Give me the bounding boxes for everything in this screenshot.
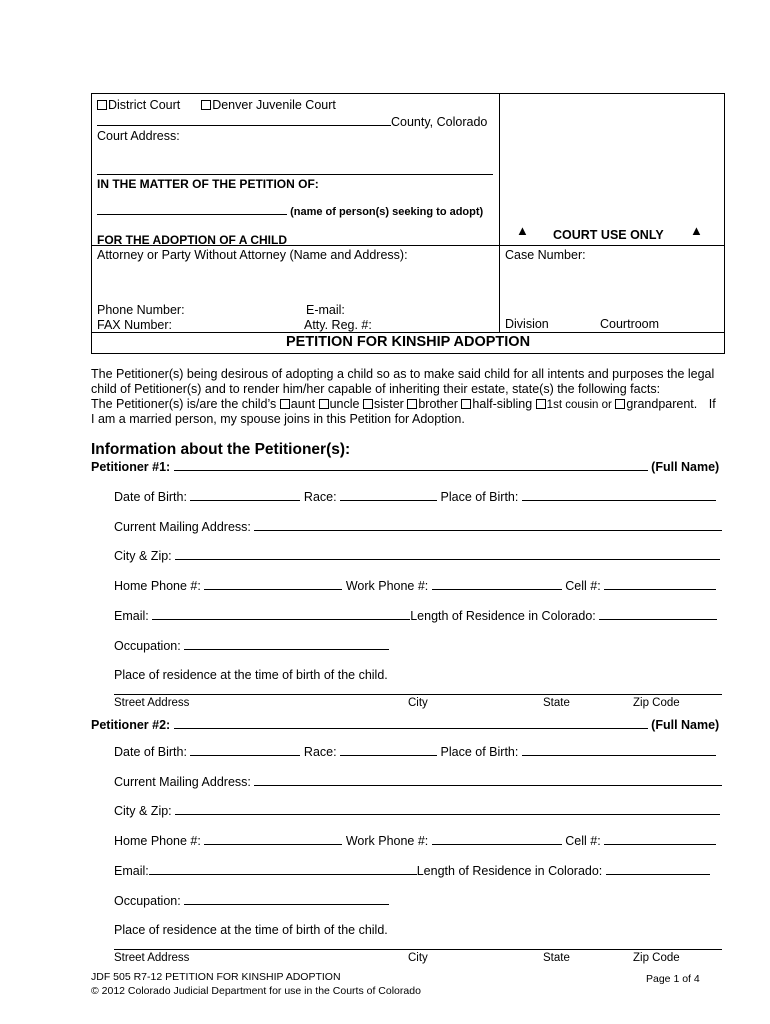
first-cousin-label: 1st cousin or: [546, 399, 612, 411]
county-label: County, Colorado: [391, 115, 488, 129]
matter-rule: [97, 174, 493, 175]
cell-label: Cell #:: [565, 579, 601, 593]
petitioner-2-birth-residence: Place of residence at the time of birth of the child.: [114, 923, 388, 937]
petitioner-1-phone-row: [114, 578, 716, 593]
district-court-checkbox[interactable]: [97, 100, 107, 110]
grandparent-label: grandparent.: [626, 397, 698, 411]
petitioner-1-city-row: [114, 548, 720, 563]
residence-length-field[interactable]: [606, 863, 710, 875]
sister-label: sister: [373, 397, 404, 411]
zip-caption: Zip Code: [633, 697, 680, 709]
petitioner-2-address-rule[interactable]: [114, 949, 722, 950]
street-caption: Street Address: [114, 697, 190, 709]
uncle-checkbox[interactable]: [319, 399, 329, 409]
occupation-field[interactable]: [184, 638, 389, 650]
email-field[interactable]: [149, 863, 417, 875]
half-sibling-label: half-sibling: [472, 397, 533, 411]
court-address-label: Court Address:: [97, 129, 180, 143]
petitioner-1-birth-residence: Place of residence at the time of birth of the child.: [114, 668, 388, 682]
dob-field[interactable]: [190, 489, 300, 501]
city-zip-field[interactable]: [175, 548, 720, 560]
attorney-label: Attorney or Party Without Attorney (Name and Address):: [97, 248, 408, 262]
pob-field[interactable]: [522, 744, 716, 756]
work-phone-field[interactable]: [432, 578, 562, 590]
caption-box: [91, 93, 725, 354]
grandparent-checkbox[interactable]: [615, 399, 625, 409]
first-cousin-checkbox[interactable]: [536, 399, 546, 409]
county-field[interactable]: [97, 114, 391, 126]
intro-line-3: [91, 397, 716, 411]
petitioner-2-dob-row: [114, 744, 716, 759]
pob-field[interactable]: [522, 489, 716, 501]
city-zip-label: City & Zip:: [114, 549, 172, 563]
footer-form-id: JDF 505 R7-12 PETITION FOR KINSHIP ADOPTION: [91, 971, 341, 983]
work-phone-label: Work Phone #:: [345, 834, 429, 848]
county-line: [97, 114, 487, 129]
petitioner-2-name-field[interactable]: [174, 717, 648, 729]
email-caption-label: E-mail:: [306, 303, 345, 317]
intro-line-2: child of Petitioner(s) and to render him/her capable of inheriting their estate, state(s) the following facts:: [91, 382, 661, 396]
case-number-label: Case Number:: [505, 248, 586, 262]
race-label: Race:: [303, 745, 337, 759]
aunt-checkbox[interactable]: [280, 399, 290, 409]
race-label: Race:: [303, 490, 337, 504]
race-field[interactable]: [340, 744, 437, 756]
city-zip-label: City & Zip:: [114, 804, 172, 818]
state-caption: State: [543, 952, 570, 964]
cell-field[interactable]: [604, 578, 716, 590]
half-sibling-checkbox[interactable]: [461, 399, 471, 409]
petitioner-2-phone-row: [114, 833, 716, 848]
petitioner-1-email-row: [114, 608, 717, 623]
page-number: Page 1 of 4: [646, 973, 700, 985]
full-name-hint: (Full Name): [651, 718, 720, 732]
petitioner-2-email-row: [114, 863, 710, 878]
work-phone-label: Work Phone #:: [345, 579, 429, 593]
pob-label: Place of Birth:: [440, 745, 519, 759]
petitioner-2-city-row: [114, 803, 720, 818]
aunt-label: aunt: [290, 397, 316, 411]
matter-label: IN THE MATTER OF THE PETITION OF:: [97, 177, 319, 191]
brother-label: brother: [418, 397, 458, 411]
petitioner-name-field[interactable]: [97, 204, 287, 215]
pob-label: Place of Birth:: [440, 490, 519, 504]
triangle-left-icon: ▲: [516, 223, 529, 238]
phone-label: Phone Number:: [97, 303, 185, 317]
intro-line-4: I am a married person, my spouse joins in this Petition for Adoption.: [91, 412, 465, 426]
petitioner-2-mailing-row: [114, 774, 722, 789]
dob-field[interactable]: [190, 744, 300, 756]
residence-length-label: Length of Residence in Colorado:: [410, 609, 596, 623]
courtroom-label: Courtroom: [600, 317, 660, 331]
email-label: Email:: [114, 609, 149, 623]
dob-label: Date of Birth:: [114, 490, 187, 504]
petitioner-1-mailing-row: [114, 519, 722, 534]
petitioner-1-name-row: [91, 459, 719, 474]
cell-label: Cell #:: [565, 834, 601, 848]
city-zip-field[interactable]: [175, 803, 720, 815]
petitioner-1-address-rule[interactable]: [114, 694, 722, 695]
home-phone-label: Home Phone #:: [114, 579, 201, 593]
email-field[interactable]: [152, 608, 410, 620]
dob-label: Date of Birth:: [114, 745, 187, 759]
court-use-only: COURT USE ONLY: [553, 228, 664, 242]
occupation-label: Occupation:: [114, 639, 181, 653]
petitioner-2-label: Petitioner #2:: [91, 718, 171, 732]
home-phone-field[interactable]: [204, 578, 342, 590]
full-name-hint: (Full Name): [651, 460, 720, 474]
caption-bottom-rule: [91, 332, 725, 333]
section-heading: Information about the Petitioner(s):: [91, 441, 351, 458]
mailing-label: Current Mailing Address:: [114, 775, 251, 789]
petitioner-1-dob-row: [114, 489, 716, 504]
race-field[interactable]: [340, 489, 437, 501]
caption-divider: [499, 93, 500, 332]
state-caption: State: [543, 697, 570, 709]
petitioner-1-name-field[interactable]: [174, 459, 648, 471]
residence-length-label: Length of Residence in Colorado:: [416, 864, 603, 878]
relation-suffix: If: [708, 397, 716, 411]
triangle-right-icon: ▲: [690, 223, 703, 238]
residence-length-field[interactable]: [599, 608, 717, 620]
page-title: PETITION FOR KINSHIP ADOPTION: [285, 334, 531, 350]
adoption-label: FOR THE ADOPTION OF A CHILD: [97, 233, 287, 247]
fax-label: FAX Number:: [97, 318, 173, 332]
court-options: [97, 98, 336, 112]
footer-copyright: © 2012 Colorado Judicial Department for use in the Courts of Colorado: [91, 985, 421, 997]
mailing-field[interactable]: [254, 774, 722, 786]
work-phone-field[interactable]: [432, 833, 562, 845]
denver-juvenile-court-label: Denver Juvenile Court: [212, 98, 336, 112]
occupation-label: Occupation:: [114, 894, 181, 908]
cell-field[interactable]: [604, 833, 716, 845]
petitioner-2-name-row: [91, 717, 719, 732]
name-hint: (name of person(s) seeking to adopt): [290, 206, 484, 218]
uncle-label: uncle: [329, 397, 360, 411]
home-phone-field[interactable]: [204, 833, 342, 845]
mailing-label: Current Mailing Address:: [114, 520, 251, 534]
relation-prefix: The Petitioner(s) is/are the child’s: [91, 397, 277, 411]
petitioner-2-occupation-row: [114, 893, 389, 908]
brother-checkbox[interactable]: [407, 399, 417, 409]
home-phone-label: Home Phone #:: [114, 834, 201, 848]
petitioner-1-occupation-row: [114, 638, 389, 653]
city-caption: City: [408, 697, 428, 709]
district-court-label: District Court: [108, 98, 181, 112]
street-caption: Street Address: [114, 952, 190, 964]
petitioner-1-label: Petitioner #1:: [91, 460, 171, 474]
denver-juvenile-court-checkbox[interactable]: [201, 100, 211, 110]
intro-line-1: The Petitioner(s) being desirous of adopting a child so as to make said child for all intents and purposes the legal: [91, 367, 715, 381]
zip-caption: Zip Code: [633, 952, 680, 964]
division-label: Division: [505, 317, 549, 331]
atty-reg-label: Atty. Reg. #:: [304, 318, 372, 332]
sister-checkbox[interactable]: [363, 399, 373, 409]
city-caption: City: [408, 952, 428, 964]
occupation-field[interactable]: [184, 893, 389, 905]
email-label: Email:: [114, 864, 149, 878]
mailing-field[interactable]: [254, 519, 722, 531]
petitioner-name-line: [97, 204, 483, 218]
